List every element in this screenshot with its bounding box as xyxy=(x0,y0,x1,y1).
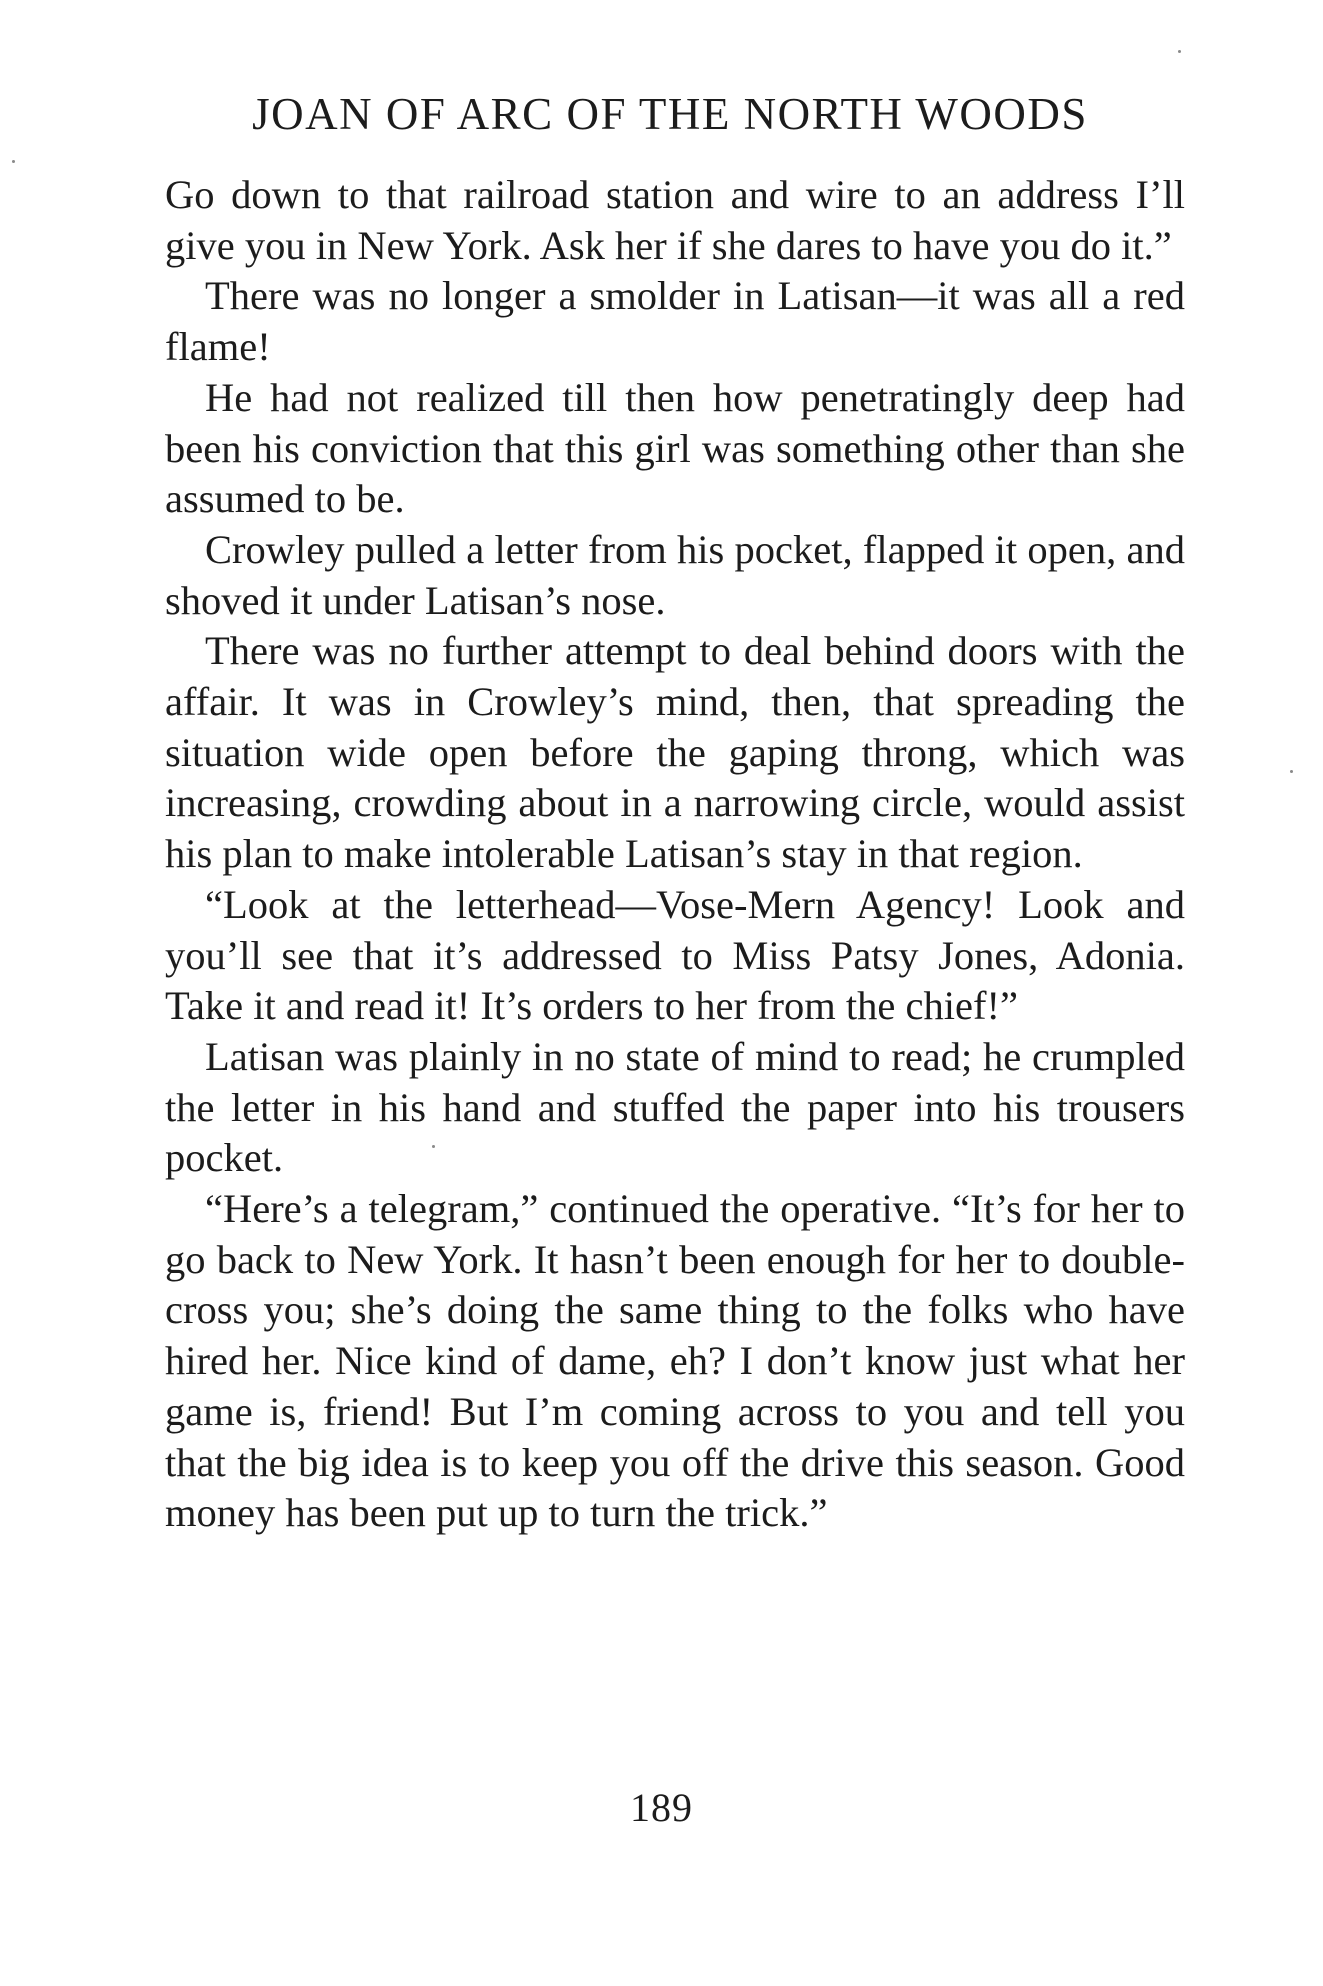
paragraph: “Here’s a telegram,” continued the operative. “It’s for her to go back to New York. It hasn’t been enough for her to double-cross you; she’s doing the same thing to the folks who have hired her. Nice kind of dame, eh? I don’t know just what her game is, friend! But I’m coming across to you and tell you that the big idea is to keep you off the drive this season. Good money has been put up to turn the trick.” xyxy=(165,1186,1185,1536)
paragraph: “Look at the letterhead—Vose-Mern Agency! Look and you’ll see that it’s addressed to Miss Patsy Jones, Adonia. Take it and read it! It’s orders to her from the chief!” xyxy=(165,881,1185,1029)
running-head: JOAN OF ARC OF THE NORTH WOODS xyxy=(252,89,1088,139)
body-text xyxy=(165,170,1185,1539)
paragraph: Latisan was plainly in no state of mind to read; he crumpled the letter in his hand and stuffed the paper into his trousers pocket. xyxy=(165,1033,1185,1181)
paper-speck xyxy=(12,160,15,163)
paragraph: There was no further attempt to deal behind doors with the affair. It was in Crowley’s mind, then, that spreading the situation wide open before the gaping throng, which was increasing, crowding about in a narrowing circle, would assist his plan to make intolerable Latisan’s stay in that region. xyxy=(165,628,1185,877)
page-number: 189 xyxy=(630,1785,693,1830)
paragraph: He had not realized till then how penetratingly deep had been his conviction that this girl was something other than she assumed to be. xyxy=(165,374,1185,522)
paper-speck xyxy=(1178,50,1181,53)
paragraph: Crowley pulled a letter from his pocket, flapped it open, and shoved it under Latisan’s nose. xyxy=(165,526,1185,623)
paper-speck xyxy=(1290,770,1293,773)
paragraph: Go down to that railroad station and wire to an address I’ll give you in New York. Ask her if she dares to have you do it.” xyxy=(165,172,1185,268)
paper-speck xyxy=(432,1145,435,1148)
paragraph: There was no longer a smolder in Latisan—it was all a red flame! xyxy=(165,273,1185,370)
